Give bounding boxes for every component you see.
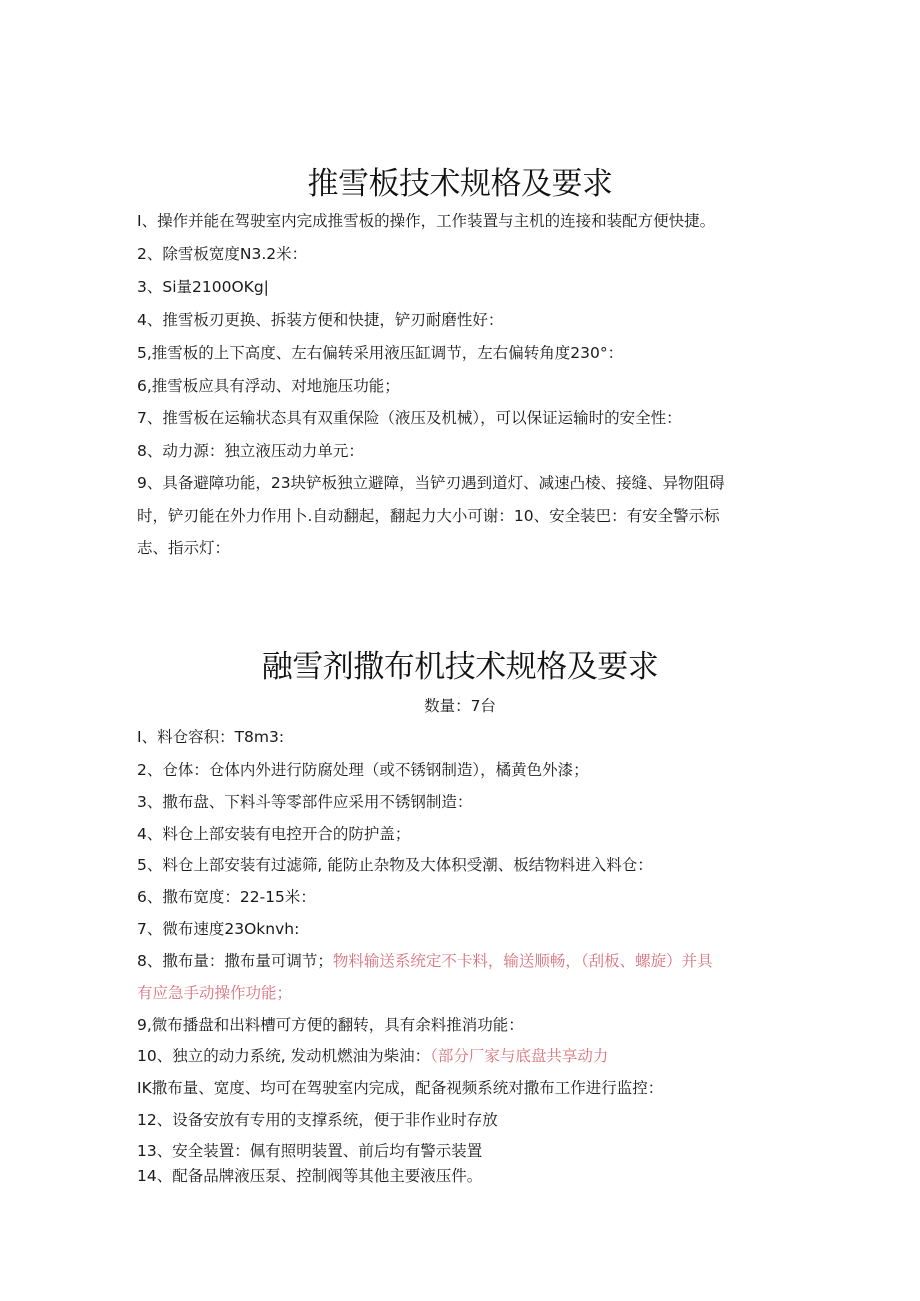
s2-item-7: 7、微布速度23Oknvh: [137, 920, 300, 938]
s2-item-14: 14、配备品牌液压泵、控制阀等其他主要液压件。 [137, 1167, 483, 1185]
s2-item-6: 6、撒布宽度：22-15米： [137, 888, 316, 906]
s2-item-8-highlight: 物料输送系统定不卡料，输送顺畅，（刮板、螺旋）并具 [332, 952, 713, 970]
s1-item-2: 2、除雪板宽度N3.2米： [137, 245, 308, 263]
s1-item-1: I、操作并能在驾驶室内完成推雪板的操作，工作装置与主机的连接和装配方便快捷。 [137, 212, 716, 230]
section2-title: 融雪剂撒布机技术规格及要求 [261, 649, 659, 685]
s1-item-7: 7、推雪板在运输状态具有双重保险（液压及机械），可以保证运输时的安全性： [137, 409, 682, 427]
s2-item-8 [137, 951, 787, 971]
s2-item-10 [137, 1046, 787, 1066]
s2-item-10-highlight: （部分厂家与底盘共享动力 [430, 1047, 609, 1065]
s2-item-12: 12、设备安放有专用的支撑系统，便于非作业时存放 [137, 1111, 498, 1129]
s2-item-1: I、料仓容积：T8m3: [137, 728, 285, 746]
s1-item-6: 6,推雪板应具有浮动、对地施压功能； [137, 377, 400, 395]
s2-item-3: 3、撒布盘、下料斗等零部件应采用不锈钢制造： [137, 793, 473, 811]
s2-item-11: IK撒布量、宽度、均可在驾驶室内完成，配备视频系统对撒布工作进行监控： [137, 1079, 664, 1097]
s1-item-8: 8、动力源：独立液压动力单元： [137, 442, 364, 460]
s2-item-9: 9,微布播盘和出料槽可方便的翻转，具有余料推消功能： [137, 1016, 524, 1034]
s1-item-9-end: 志、指示灯： [137, 539, 231, 557]
s1-item-4: 4、推雪板刃更换、拆装方便和快捷，铲刃耐磨性好： [137, 311, 504, 329]
s1-item-3: 3、Si量2100OKg| [137, 278, 269, 296]
section1-title: 推雪板技术规格及要求 [307, 166, 613, 202]
s1-item-5: 5,推雪板的上下高度、左右偏转采用液压缸调节，左右偏转角度230°： [137, 344, 624, 362]
s2-item-8-text: 8、撒布量：撒布量可调节； [137, 952, 333, 970]
quantity-label: 数量：7台 [424, 697, 496, 715]
s2-item-4: 4、料仓上部安装有电控开合的防护盖； [137, 825, 411, 843]
s1-item-9: 9、具备避障功能，23块铲板独立避障，当铲刃遇到道灯、减速凸棱、接缝、异物阻碍 [137, 474, 725, 492]
s2-item-13: 13、安全装置：佩有照明装置、前后均有警示装置 [137, 1142, 483, 1160]
s2-item-8-cont: 有应急手动操作功能； [137, 984, 293, 1002]
s2-item-10-text: 10、独立的动力系统, 发动机燃油为柴油： [137, 1047, 431, 1065]
s2-item-2: 2、仓体：仓体内外进行防腐处理（或不锈钢制造），橘黄色外漆； [137, 761, 589, 779]
s1-item-9-cont: 时，铲刃能在外力作用卜.自动翻起，翻起力大小可谢：10、安全装巴：有安全警示标 [137, 507, 720, 525]
s2-item-5: 5、料仓上部安装有过滤筛, 能防止杂物及大体积受潮、板结物料进入料仓： [137, 856, 653, 874]
